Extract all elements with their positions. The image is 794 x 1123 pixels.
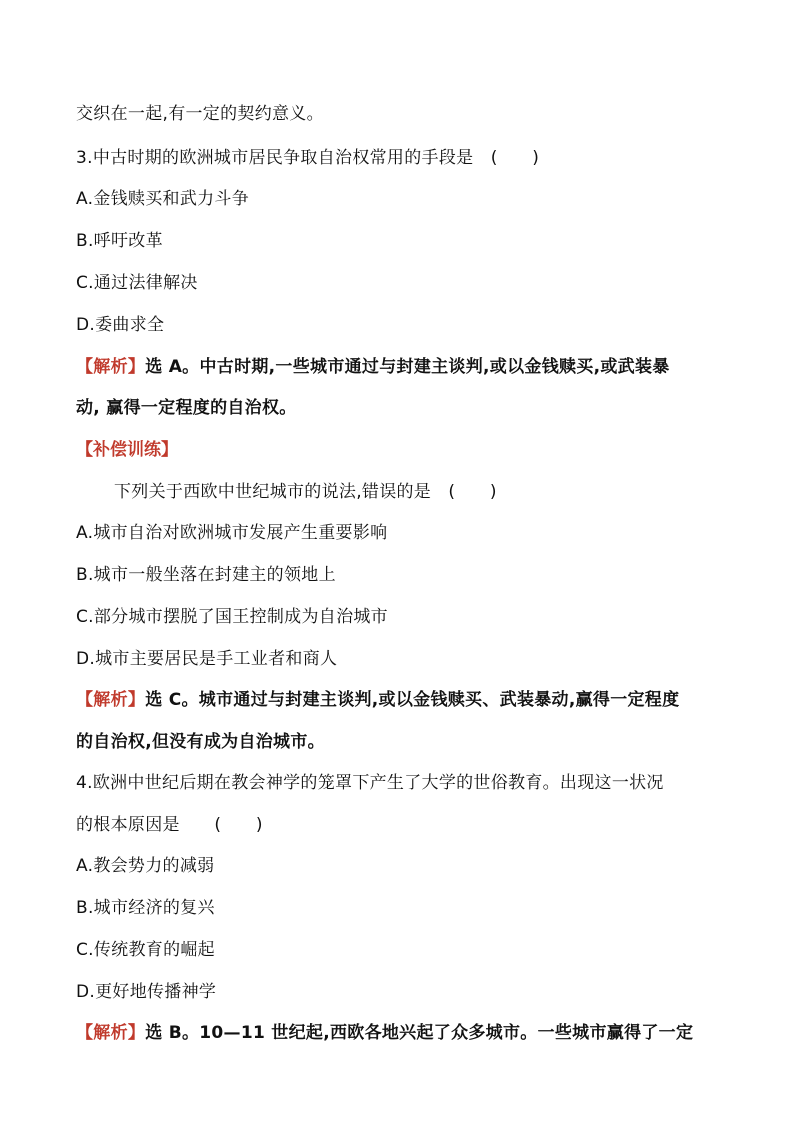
question-3-option-a: A.金钱赎买和武力斗争	[76, 189, 250, 209]
supplement-analysis-cont: 的自治权,但没有成为自治城市。	[76, 732, 325, 752]
text-line: 交织在一起,有一定的契约意义。	[76, 104, 324, 124]
question-4-option-d: D.更好地传播神学	[76, 982, 217, 1002]
question-4-option-b: B.城市经济的复兴	[76, 898, 215, 918]
analysis-tag: 【解析】	[76, 690, 146, 710]
question-4-stem-cont: 的根本原因是 ( )	[76, 815, 263, 835]
analysis-text: 选 C。城市通过与封建主谈判,或以金钱赎买、武装暴动,赢得一定程度	[145, 690, 680, 710]
supplement-tag: 【补偿训练】	[76, 440, 178, 460]
question-4-stem: 4.欧洲中世纪后期在教会神学的笼罩下产生了大学的世俗教育。出现这一状况	[76, 773, 664, 793]
question-3-analysis	[76, 355, 670, 379]
supplement-option-a: A.城市自治对欧洲城市发展产生重要影响	[76, 523, 388, 543]
supplement-option-b: B.城市一般坐落在封建主的领地上	[76, 565, 336, 585]
question-3-stem: 3.中古时期的欧洲城市居民争取自治权常用的手段是 ( )	[76, 148, 540, 168]
question-3-option-d: D.委曲求全	[76, 315, 165, 335]
question-4-option-c: C.传统教育的崛起	[76, 940, 215, 960]
analysis-text: 选 B。10—11 世纪起,西欧各地兴起了众多城市。一些城市赢得了一定	[145, 1023, 694, 1043]
question-3-option-b: B.呼吁改革	[76, 231, 163, 251]
question-4-option-a: A.教会势力的减弱	[76, 856, 215, 876]
analysis-tag: 【解析】	[76, 357, 146, 377]
question-4-analysis	[76, 1021, 693, 1045]
supplement-option-d: D.城市主要居民是手工业者和商人	[76, 649, 338, 669]
question-3-analysis-cont: 动, 赢得一定程度的自治权。	[76, 398, 297, 418]
supplement-option-c: C.部分城市摆脱了国王控制成为自治城市	[76, 607, 388, 627]
supplement-stem: 下列关于西欧中世纪城市的说法,错误的是 ( )	[114, 482, 497, 502]
analysis-text: 选 A。中古时期,一些城市通过与封建主谈判,或以金钱赎买,或武装暴	[145, 357, 670, 377]
supplement-analysis	[76, 688, 679, 712]
analysis-tag: 【解析】	[76, 1023, 146, 1043]
question-3-option-c: C.通过法律解决	[76, 273, 198, 293]
